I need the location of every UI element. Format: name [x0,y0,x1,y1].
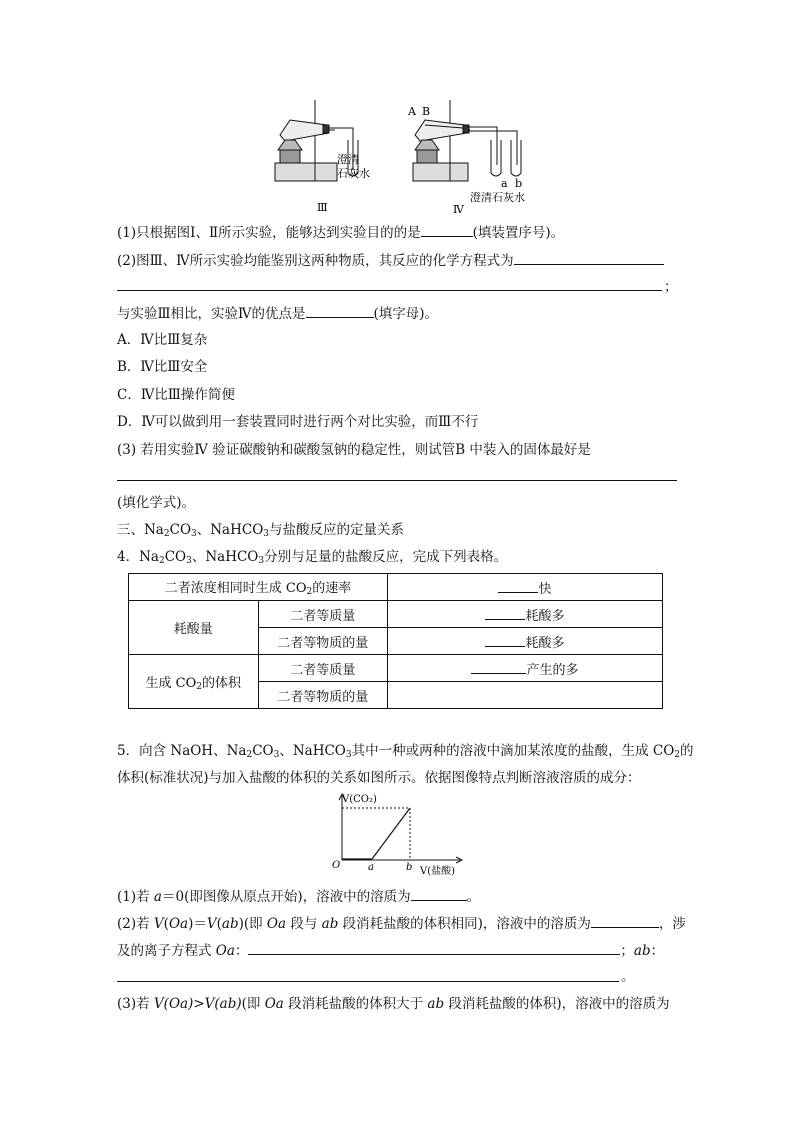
question-2 [117,250,664,270]
table-row [129,655,663,682]
s3-mid: (即 [241,996,265,1012]
s2-oa2: Oa [266,916,287,932]
q1-blank[interactable] [421,222,473,237]
rise-segment [372,808,410,859]
s1-var: a [153,889,162,905]
fig3-water-line2: 石灰水 [337,167,370,180]
section3-sub3b: 3 [263,529,270,539]
section3-pre: 三、Na [117,522,164,538]
q3-blank[interactable] [117,480,677,481]
acid-mass-cell [388,601,663,628]
sub-question-3 [117,995,670,1013]
s2-v1: V [153,916,164,932]
s2-p5: 段与 [286,916,322,932]
rate-value-cell [388,574,663,601]
graph-ylabel: V(CO₂) [342,794,377,805]
volume-mass-blank[interactable] [471,659,526,674]
table-row [129,574,663,601]
q2-end: ； [664,279,678,295]
s2-p3: ( [216,916,222,932]
s2-line2-colon: ： [234,943,249,959]
acid-mol-blank[interactable] [485,632,525,647]
rate-label-pre: 二者浓度相同时生成 CO [164,581,307,596]
s2-pre: (2)若 [117,916,154,932]
s2-line2-oa: Oa [215,943,235,959]
rate-blank[interactable] [498,578,538,593]
reaction-table [128,573,663,709]
fig4-tube-label-a: A [408,105,416,118]
graph-b: b [406,862,413,873]
q4-mid: CO [164,549,187,565]
question-5-line-2: 体积(标准状况)与加入盐酸的体积的关系如图所示。依据图像特点判断溶液溶质的成分： [117,770,641,786]
s3-oa: (Oa) [163,996,194,1012]
s1-pre: (1)若 [117,889,154,905]
q5-sub-d: 2 [674,750,681,760]
q5-b: 、NaHCO [279,743,346,759]
volume-mass-cell [388,655,663,682]
fig4-label: Ⅳ [453,203,464,216]
volume-cond-mass: 二者等质量 [258,655,388,682]
s2-blank-1[interactable] [591,913,659,928]
option-b: B．Ⅳ比Ⅲ安全 [117,359,208,375]
q4-sub3: 3 [186,556,192,566]
s1-suffix: 。 [466,889,481,905]
q4-sub3b: 3 [258,556,265,566]
s2-end: 。 [621,969,635,985]
rate-label-post: 的速率 [312,581,352,596]
fig3-water-line1: 澄清 [337,153,359,166]
acid-cond-mass: 二者等质量 [258,601,388,628]
q5-c: 其中一种或两种的溶液中滴加某浓度的盐酸，生成 CO [351,743,675,759]
acid-group-label: 耗酸量 [129,601,259,655]
q5-sub-b: 3 [273,750,280,760]
section3-mid: CO [169,522,192,538]
acid-mol-value: 耗酸多 [525,635,565,651]
s3-mid2: 段消耗盐酸的体积大于 [283,996,428,1012]
sub-question-1 [117,886,480,906]
section3-sub3: 3 [191,529,197,539]
s3-pre: (3)若 [117,996,154,1012]
volume-label-pre: 生成 CO [145,675,197,691]
volume-cond-mol: 二者等物质的量 [258,682,388,709]
q1-suffix: (填装置序号)。 [472,225,565,241]
fig4-tube-label-b: B [422,105,431,118]
s2-p1: ( [163,916,169,932]
q2-blank-1[interactable] [514,250,664,265]
volume-mol-cell[interactable] [388,682,663,709]
co2-volume-graph [330,790,480,880]
q4-post: 分别与足量的盐酸反应，完成下列表格。 [264,549,508,565]
acid-cond-mol: 二者等物质的量 [258,628,388,655]
question-4 [117,548,507,570]
graph-xlabel: V(盐酸) [420,866,456,877]
rate-label [129,574,388,601]
s2-line2-ab: ab [633,943,651,959]
fig3-label: Ⅲ [317,201,328,214]
graph-a: a [368,862,374,873]
s2-line2-colon2: ： [650,943,665,959]
acid-mass-blank[interactable] [485,605,525,620]
section-3-heading [117,521,404,543]
q5-sub-c: 3 [345,750,352,760]
fig4-water: 澄清石灰水 [470,191,525,204]
volume-label-sub: 2 [196,681,202,692]
acid-mol-cell [388,628,663,655]
s3-ab2: ab [427,996,445,1012]
volume-mass-value: 产生的多 [526,662,579,678]
q2-blank-3[interactable] [306,303,374,318]
rate-label-sub: 2 [306,587,313,597]
sub-question-2 [117,913,686,933]
q5-sub-a: 2 [246,750,253,760]
s2-v2: V [206,916,217,932]
rate-value: 快 [538,581,552,597]
option-d: D．Ⅳ可以做到用一套装置同时进行两个对比实验，而Ⅲ不行 [117,414,479,430]
q2-text: (2)图Ⅲ、Ⅳ所示实验均能鉴别这两种物质，其反应的化学方程式为 [117,253,514,269]
q1-text: (1)只根据图Ⅰ、Ⅱ所示实验，能够达到实验目的的是 [117,225,421,241]
s2-line2-pre: 及的离子方程式 [117,943,216,959]
volume-group-label [129,655,259,709]
s1-mid: ＝0(即图像从原点开始)，溶液中的溶质为 [161,889,411,905]
s1-blank[interactable] [411,886,467,901]
s2-p4: )(即 [238,916,267,932]
option-a: A．Ⅳ比Ⅲ复杂 [117,332,208,348]
question-2-advantage [117,303,438,323]
q3-suffix: (填化学式)。 [117,495,196,511]
s2-line2-mid: ； [620,943,634,959]
q5-a: CO [252,743,274,759]
s2-blank-3[interactable] [117,981,619,982]
s2-blank-2[interactable] [248,940,620,955]
s2-ab: ab [221,916,239,932]
q4-sub2: 2 [158,556,165,566]
table-row [129,601,663,628]
q5-pre: 5．向含 NaOH、Na [117,743,247,759]
section3-sub2: 2 [163,529,170,539]
section3-post: 与盐酸反应的定量关系 [269,522,405,538]
s2-ab2: ab [321,916,339,932]
s2-p7: ，涉 [658,916,686,932]
s3-v1: V [153,996,164,1012]
question-5-line-1 [117,742,694,764]
graph-origin: O [332,860,341,871]
s3-ab: (ab) [214,996,242,1012]
s2-p6: 段消耗盐酸的体积相同)，溶液中的溶质为 [338,916,591,932]
q2-blank-2[interactable] [117,290,662,291]
s3-gt: > [193,996,205,1012]
s2-p2: )＝ [188,916,207,932]
s2-oa: Oa [168,916,189,932]
question-1 [117,222,564,242]
fig4-cup-label-b: b [515,177,523,190]
s3-end: 段消耗盐酸的体积)，溶液中的溶质为 [444,996,670,1012]
q4-pre: 4．Na [117,549,159,565]
q4-mid2: 、NaHCO [191,549,259,565]
q2-text2: 与实验Ⅲ相比，实验Ⅳ的优点是 [117,306,306,322]
sub-question-2-line-2 [117,940,664,960]
apparatus-figures [265,95,545,220]
s3-v2: V [204,996,215,1012]
section3-mid2: 、NaHCO [196,522,264,538]
fig4-cup-label-a: a [501,177,508,190]
s3-oa2: Oa [264,996,284,1012]
volume-label-post: 的体积 [201,675,241,691]
q2-suffix2: (填字母)。 [373,306,439,322]
option-c: C．Ⅳ比Ⅲ操作简便 [117,387,235,403]
question-3: (3) 若用实验Ⅳ 验证碳酸钠和碳酸氢钠的稳定性，则试管B 中装入的固体最好是 [117,442,591,458]
acid-mass-value: 耗酸多 [525,608,565,624]
q5-d: 的 [680,743,694,759]
